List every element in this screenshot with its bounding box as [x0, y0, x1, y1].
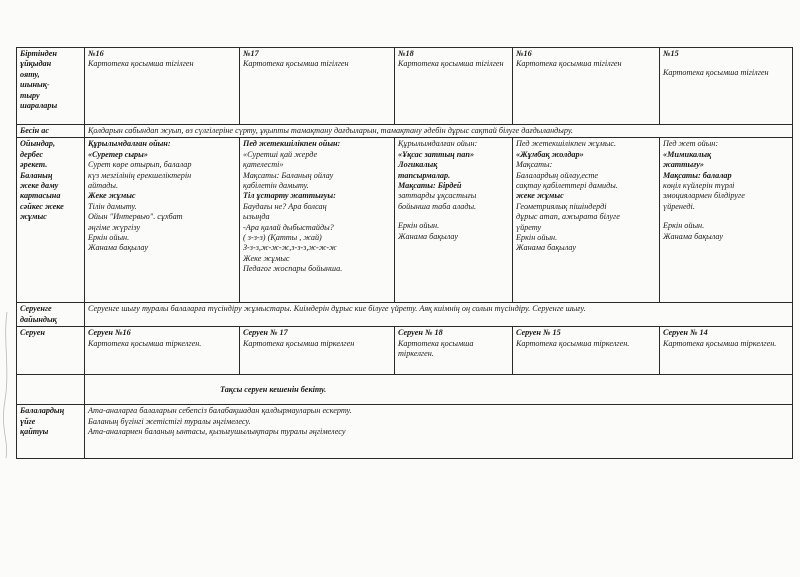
row-snack: [17, 125, 793, 138]
row-label-games: Ойындар, дербес әрекет. Баланың жеке даму картасына сәйкес жеке жұмыс: [17, 138, 85, 303]
cell-walk-day3: Серуен № 18 Картотека қосымша тіркелген.: [395, 327, 513, 375]
cell-walk-day5: Серуен № 14 Картотека қосымша тіркелген.: [660, 327, 793, 375]
cell-games-day2: Пед жетекшілікпен ойын: «Суретші қай жерде қателесті» Мақсаты: Баланың ойлау қабілетін дамыту. Тіл ұстарту жаттығуы: Баудағы не? Ара болсаң ызыңда -Ара қалай дыбыстайды? ( з-з-з) (Қатты , жай) З-з-з,ж-ж-ж,з-з-з,ж-ж-ж Жеке жұмыс Педагог жоспары бойынша.: [240, 138, 395, 303]
row-walk: [17, 327, 793, 375]
cell-waking-up-day4: №16 Картотека қосымша тігілген: [513, 48, 660, 125]
daily-plan-table: [16, 47, 793, 459]
cell-walk-end-text: Тақсы серуен кешенін бекіту.: [85, 375, 793, 405]
row-label-snack: Бесін ас: [17, 125, 85, 138]
row-label-walk: Серуен: [17, 327, 85, 375]
cell-games-day1: Құрылымдалған ойын: «Суретер сыры» Сурет көре отырып, балалар күз мезгілінің ерекшеліктерін айтады. Жеке жұмыс Тілін дамыту. Ойын "Интервью". сұхбат әңгіме жүргізу Еркін ойын. Жанама бақылау: [85, 138, 240, 303]
margin-scribble: [2, 310, 12, 460]
cell-waking-up-day5: №15 Картотека қосымша тігілген: [660, 48, 793, 125]
row-games: [17, 138, 793, 303]
cell-walk-prep-text: Серуенге шығу туралы балаларға түсіндіру жұмыстары. Киімдерін дұрыс кие білуге үйрету. Аяқ киімнің оң солын түсіндіру. Серуенге шығу.: [85, 303, 793, 327]
cell-games-day5: Пед жет ойын: «Мимикалық жаттығу» Мақсаты: балалар көңіл күйлерін түрлі эмоциялармен білдіруге үйренеді. Еркін ойын. Жанама бақылау: [660, 138, 793, 303]
cell-snack-text: Қолдарын сабындап жуып, өз сүлгілеріне сүрту, ұқыпты тамақтану дағдыларын, тамақтану әдебін дұрыс сақтай білуге дағдыландыру.: [85, 125, 793, 138]
row-label-walk-prep: Серуенге дайындық: [17, 303, 85, 327]
row-walk-end: [17, 375, 793, 405]
row-waking-up: [17, 48, 793, 125]
cell-games-day4: Пед жетекшілікпен жұмыс. «Жұмбақ жолдар» Мақсаты: Балалардың ойлау,есте сақтау қабілеттері дамиды. жеке жұмыс Геометриялық пішіндерді дұрыс атап, ажырата білуге үйрету Еркін ойын. Жанама бақылау: [513, 138, 660, 303]
row-going-home: [17, 405, 793, 459]
row-label-going-home: Балалардың үйге қайтуы: [17, 405, 85, 459]
cell-walk-day4: Серуен № 15 Картотека қосымша тіркелген.: [513, 327, 660, 375]
cell-waking-up-day3: №18 Картотека қосымша тігілген: [395, 48, 513, 125]
cell-waking-up-day2: №17 Картотека қосымша тігілген: [240, 48, 395, 125]
cell-waking-up-day1: №16 Картотека қосымша тігілген: [85, 48, 240, 125]
cell-walk-end-empty: [17, 375, 85, 405]
cell-games-day3: Құрылымдалған ойын: «Ұқсас заттың пап» Логикалық тапсырмалар. Мақсаты: Бірдей заттарды ұқсастығы бойынша таба алады. Еркін ойын. Жанама бақылау: [395, 138, 513, 303]
row-label-waking-up: Біртінден ұйқыдан ояту, шынық- тыру шаралары: [17, 48, 85, 125]
row-walk-prep: [17, 303, 793, 327]
cell-walk-day1: Серуен №16 Картотека қосымша тіркелген.: [85, 327, 240, 375]
cell-walk-day2: Серуен № 17 Картотека қосымша тіркелген: [240, 327, 395, 375]
cell-going-home-text: Ата-аналарға балаларын себепсіз балабақшадан қалдырмауларын ескерту. Баланың бүгінгі жетістігі туралы әңгімелесу. Ата-аналармен баланың ынтасы, қызығушылықтары туралы әңгімелесу: [85, 405, 793, 459]
